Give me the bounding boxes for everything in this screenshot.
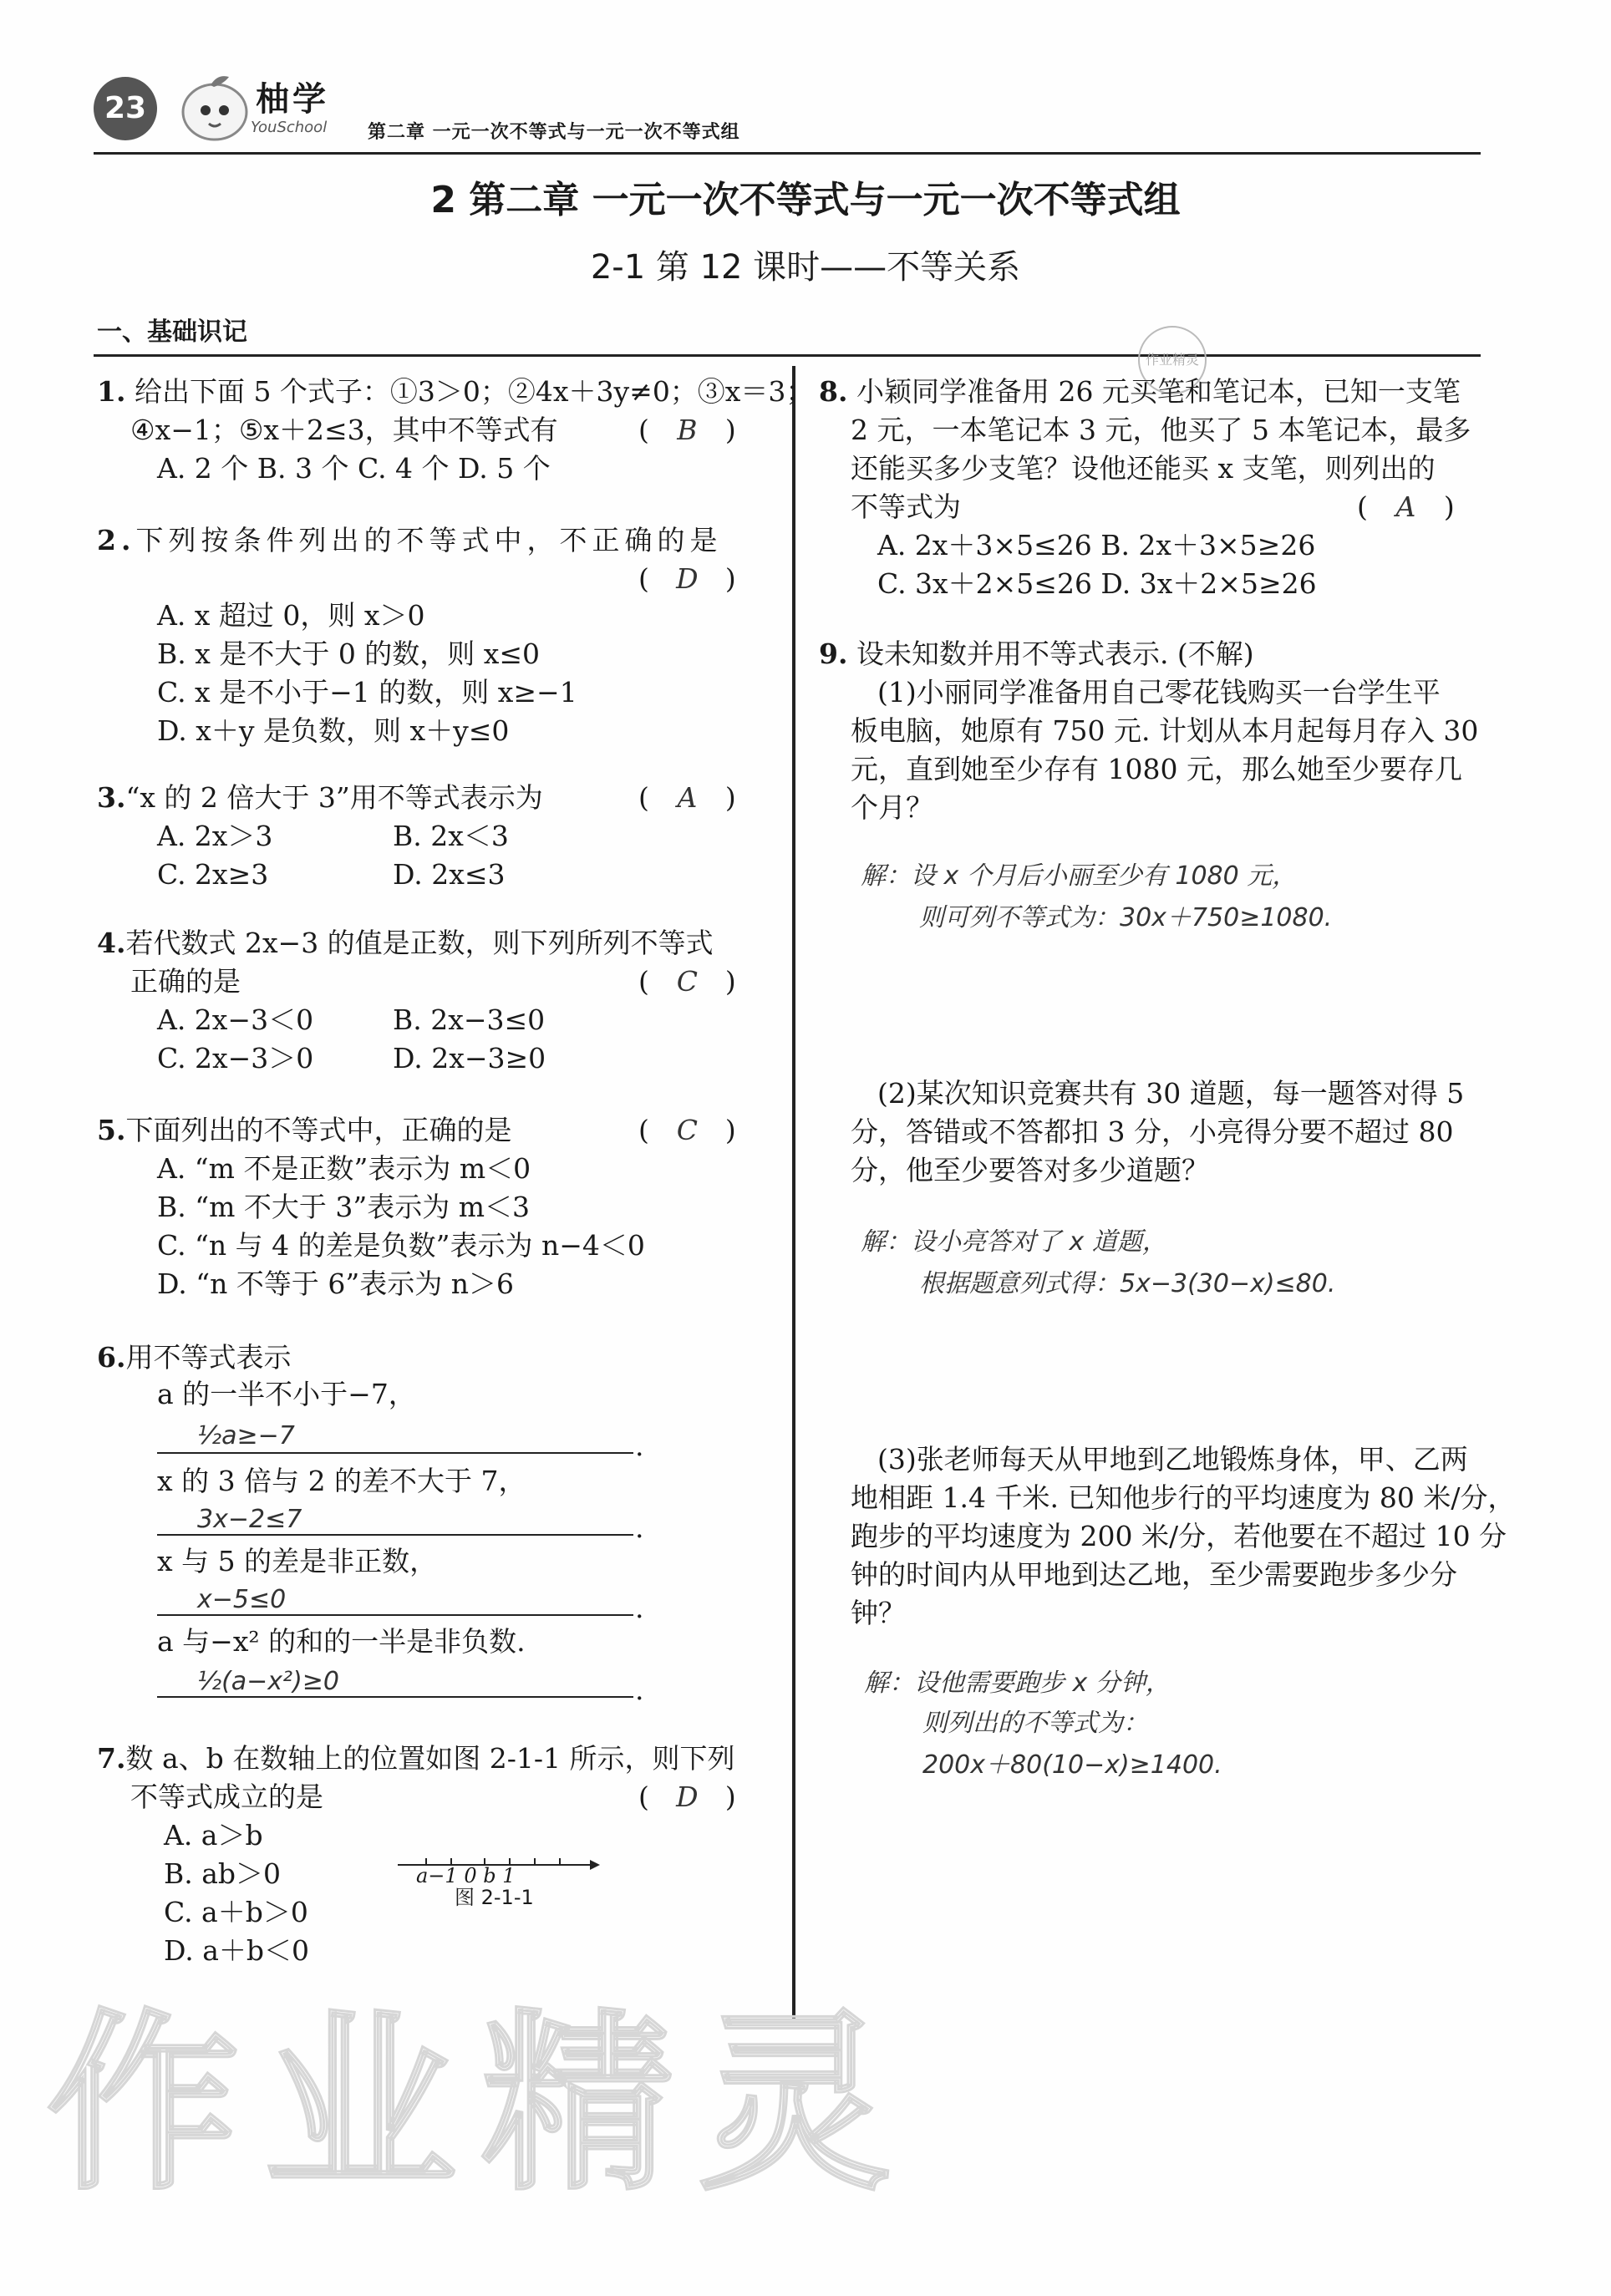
q3-answer: ( A ) bbox=[638, 781, 736, 814]
header-rule bbox=[94, 152, 1481, 155]
q3-option-b: B. 2x＜3 bbox=[393, 820, 509, 852]
q6-part3: x 与 5 的差是非正数， bbox=[157, 1545, 438, 1577]
q6-answer2: 3x−2≤7 bbox=[197, 1505, 302, 1534]
q1-options: A. 2 个 B. 3 个 C. 4 个 D. 5 个 bbox=[157, 452, 551, 485]
q9-part2-line3: 分，他至少要答对多少道题？ bbox=[851, 1154, 1209, 1186]
q7-stem: 7.数 a、b 在数轴上的位置如图 2-1-1 所示，则下列 bbox=[97, 1742, 735, 1775]
q5-option-a: A. “m 不是正数”表示为 m＜0 bbox=[157, 1152, 531, 1185]
q6-answer1: ½a≥−7 bbox=[197, 1421, 295, 1450]
q3-option-d: D. 2x≤3 bbox=[393, 858, 506, 891]
q6-blank3 bbox=[157, 1614, 633, 1616]
q9-solution1-line2: 则可列不等式为：30x＋750≥1080. bbox=[919, 903, 1333, 932]
q8-stem2: 2 元，一本笔记本 3 元，他买了 5 本笔记本，最多 bbox=[851, 414, 1471, 446]
q6-period2: . bbox=[635, 1511, 644, 1544]
q9-solution2-line1: 解：设小亮答对了 x 道题， bbox=[861, 1227, 1167, 1257]
q9-solution2-line2: 根据题意列式得：5x−3(30−x)≤80. bbox=[919, 1269, 1336, 1298]
q2-stem: 2.下列按条件列出的不等式中，不正确的是 bbox=[97, 524, 723, 556]
q8-answer: ( A ) bbox=[1357, 490, 1455, 523]
q5-stem: 5.下面列出的不等式中，正确的是 bbox=[97, 1114, 512, 1146]
q1-stem2: ④x−1；⑤x＋2≤3，其中不等式有 bbox=[130, 414, 558, 446]
q9-solution3-line1: 解：设他需要跑步 x 分钟， bbox=[864, 1669, 1171, 1698]
circle-stamp: 作业精灵 bbox=[1138, 326, 1207, 394]
q9-part3-line4: 钟的时间内从甲地到达乙地，至少需要跑步多少分 bbox=[851, 1558, 1457, 1591]
q6-answer3: x−5≤0 bbox=[197, 1585, 287, 1614]
q6-part2: x 的 3 倍与 2 的差不大于 7， bbox=[157, 1465, 526, 1497]
q2-option-a: A. x 超过 0，则 x＞0 bbox=[157, 599, 425, 632]
q4-stem2: 正确的是 bbox=[130, 965, 241, 998]
q2-option-c: C. x 是不小于−1 的数，则 x≥−1 bbox=[157, 676, 577, 709]
q6-answer4: ½(a−x²)≥0 bbox=[197, 1667, 340, 1696]
section-rule bbox=[94, 354, 1481, 357]
page-title: 2 第二章 一元一次不等式与一元一次不等式组 bbox=[430, 179, 1181, 221]
q9-part1-line1: (1)小丽同学准备用自己零花钱购买一台学生平 bbox=[877, 676, 1441, 709]
column-divider bbox=[792, 366, 795, 2020]
q6-period4: . bbox=[635, 1674, 644, 1706]
page-subtitle: 2-1 第 12 课时——不等关系 bbox=[590, 248, 1021, 287]
q4-option-d: D. 2x−3≥0 bbox=[393, 1042, 546, 1074]
section-heading: 一、基础识记 bbox=[97, 317, 247, 347]
q5-option-b: B. “m 不大于 3”表示为 m＜3 bbox=[157, 1191, 531, 1223]
q9-part1-line2: 板电脑，她原有 750 元. 计划从本月起每月存入 30 bbox=[851, 714, 1479, 747]
q7-option-a: A. a＞b bbox=[164, 1819, 263, 1852]
q7-option-b: B. ab＞0 bbox=[164, 1857, 282, 1890]
q9-solution3-line2: 则列出的不等式为： bbox=[922, 1709, 1148, 1738]
q8-stem3: 还能买多少支笔？设他还能买 x 支笔，则列出的 bbox=[851, 452, 1436, 485]
figure-caption: 图 2-1-1 bbox=[455, 1886, 534, 1909]
q5-answer: ( C ) bbox=[638, 1114, 736, 1146]
q3-stem: 3.“x 的 2 倍大于 3”用不等式表示为 bbox=[97, 781, 543, 814]
q8-stem4: 不等式为 bbox=[851, 490, 961, 523]
q9-part3-line3: 跑步的平均速度为 200 米/分，若他要在不超过 10 分 bbox=[851, 1520, 1507, 1552]
q9-stem: 9. 设未知数并用不等式表示. (不解) bbox=[819, 637, 1254, 670]
watermark-text: 作业精灵 bbox=[47, 1994, 916, 2217]
q6-blank2 bbox=[157, 1534, 633, 1536]
q7-stem2: 不等式成立的是 bbox=[130, 1780, 323, 1813]
q1-stem: 1. 给出下面 5 个式子：①3＞0；②4x＋3y≠0；③x＝3； bbox=[97, 375, 814, 408]
q9-part3-line5: 钟？ bbox=[851, 1597, 906, 1629]
q8-options-ab: A. 2x＋3×5≤26 B. 2x＋3×5≥26 bbox=[877, 529, 1316, 561]
q4-option-a: A. 2x−3＜0 bbox=[157, 1003, 314, 1036]
q4-answer: ( C ) bbox=[638, 965, 736, 998]
q7-option-c: C. a＋b＞0 bbox=[164, 1896, 308, 1928]
q8-stem: 8. 小颖同学准备用 26 元买笔和笔记本，已知一支笔 bbox=[819, 375, 1461, 408]
mascot-icon bbox=[177, 72, 252, 142]
q7-answer: ( D ) bbox=[638, 1780, 736, 1813]
q9-part2-line1: (2)某次知识竞赛共有 30 道题，每一题答对得 5 bbox=[877, 1077, 1465, 1110]
page-number-badge: 23 bbox=[94, 77, 157, 140]
q6-part1: a 的一半不小于−7， bbox=[157, 1378, 416, 1410]
q6-blank4 bbox=[157, 1696, 633, 1698]
q9-part2-line2: 分，答错或不答都扣 3 分，小亮得分要不超过 80 bbox=[851, 1115, 1454, 1148]
q4-option-b: B. 2x−3≤0 bbox=[393, 1003, 546, 1036]
header-chapter: 第二章 一元一次不等式与一元一次不等式组 bbox=[368, 122, 740, 143]
q3-option-c: C. 2x≥3 bbox=[157, 858, 269, 891]
q6-blank1 bbox=[157, 1452, 633, 1454]
number-line-labels: a−1 0 b 1 bbox=[416, 1864, 516, 1887]
q1-answer: ( B ) bbox=[638, 414, 736, 446]
q9-solution3-line3: 200x＋80(10−x)≥1400. bbox=[922, 1750, 1222, 1780]
brand-title: 柚学 bbox=[256, 80, 329, 119]
q6-part4: a 与−x² 的和的一半是非负数. bbox=[157, 1625, 526, 1658]
q6-period3: . bbox=[635, 1592, 644, 1624]
q5-option-d: D. “n 不等于 6”表示为 n＞6 bbox=[157, 1267, 514, 1300]
q9-solution1-line1: 解：设 x 个月后小丽至少有 1080 元， bbox=[861, 861, 1298, 891]
q8-options-cd: C. 3x＋2×5≤26 D. 3x＋2×5≥26 bbox=[877, 567, 1317, 600]
q5-option-c: C. “n 与 4 的差是负数”表示为 n−4＜0 bbox=[157, 1229, 645, 1262]
q4-stem: 4.若代数式 2x−3 的值是正数，则下列所列不等式 bbox=[97, 927, 714, 959]
q6-stem: 6.用不等式表示 bbox=[97, 1341, 292, 1374]
q2-option-d: D. x＋y 是负数，则 x＋y≤0 bbox=[157, 714, 510, 747]
q9-part1-line4: 个月？ bbox=[851, 791, 933, 824]
brand-subtitle: YouSchool bbox=[251, 119, 328, 136]
q4-option-c: C. 2x−3＞0 bbox=[157, 1042, 314, 1074]
q9-part1-line3: 元，直到她至少存有 1080 元，那么她至少要存几 bbox=[851, 753, 1462, 785]
q2-answer: ( D ) bbox=[638, 562, 736, 595]
q9-part3-line2: 地相距 1.4 千米. 已知他步行的平均速度为 80 米/分， bbox=[851, 1481, 1516, 1514]
q7-option-d: D. a＋b＜0 bbox=[164, 1934, 310, 1967]
q6-period1: . bbox=[635, 1430, 644, 1462]
q9-part3-line1: (3)张老师每天从甲地到乙地锻炼身体，甲、乙两 bbox=[877, 1443, 1468, 1476]
q3-option-a: A. 2x＞3 bbox=[157, 820, 273, 852]
q2-option-b: B. x 是不大于 0 的数，则 x≤0 bbox=[157, 637, 541, 670]
